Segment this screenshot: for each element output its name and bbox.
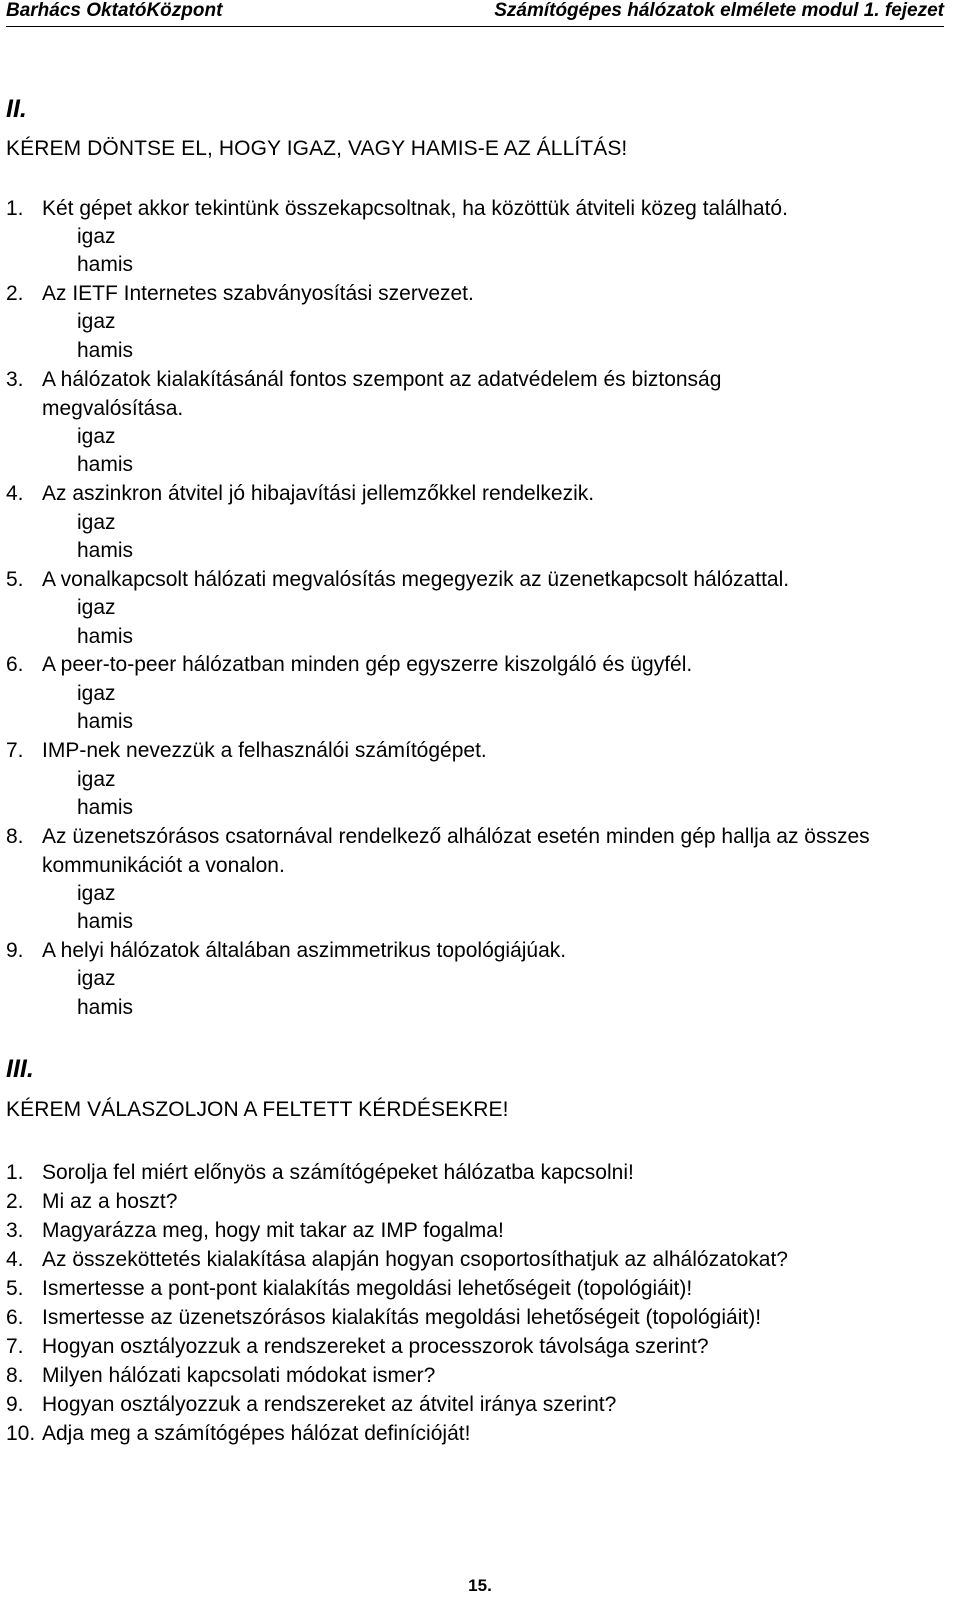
question-text: Milyen hálózati kapcsolati módokat ismer? <box>42 1364 436 1387</box>
answer-false-option-2[interactable]: hamis <box>77 339 134 362</box>
section-2-number: II. <box>6 95 27 123</box>
section-3-number: III. <box>6 1055 34 1083</box>
question-number: 2. <box>6 1190 24 1213</box>
answer-true-option-2[interactable]: igaz <box>77 310 116 333</box>
question-number: 7. <box>6 1335 24 1358</box>
tf-question-4 <box>6 479 947 508</box>
section-3-title: KÉREM VÁLASZOLJON A FELTETT KÉRDÉSEKRE! <box>6 1098 509 1121</box>
question-number: 3. <box>6 368 24 391</box>
question-number: 5. <box>6 568 24 591</box>
answer-true-option-3[interactable]: igaz <box>77 425 116 448</box>
question-text: IMP-nek nevezzük a felhasználói számítógépet. <box>42 739 487 762</box>
list-item <box>6 1216 788 1245</box>
question-text: Az IETF Internetes szabványosítási szervezet. <box>42 282 474 305</box>
question-number: 4. <box>6 482 24 505</box>
question-number: 6. <box>6 1306 24 1329</box>
question-number: 7. <box>6 739 24 762</box>
tf-question-5 <box>6 565 947 594</box>
answer-false-option-4[interactable]: hamis <box>77 539 134 562</box>
answer-true-option-9[interactable]: igaz <box>77 967 116 990</box>
section-2-title: KÉREM DÖNTSE EL, HOGY IGAZ, VAGY HAMIS-E AZ ÁLLÍTÁS! <box>6 137 628 160</box>
list-item <box>6 1274 788 1303</box>
list-item <box>6 1419 788 1448</box>
question-number: 10. <box>6 1422 36 1445</box>
question-number: 4. <box>6 1248 24 1271</box>
answer-true-option-5[interactable]: igaz <box>77 596 116 619</box>
question-text: Magyarázza meg, hogy mit takar az IMP fogalma! <box>42 1219 504 1242</box>
list-item <box>6 1158 788 1187</box>
list-item <box>6 1361 788 1390</box>
question-number: 5. <box>6 1277 24 1300</box>
list-item <box>6 1390 788 1419</box>
question-text: Hogyan osztályozzuk a rendszereket a processzorok távolsága szerint? <box>42 1335 709 1358</box>
answer-false-option-6[interactable]: hamis <box>77 710 134 733</box>
question-number: 9. <box>6 939 24 962</box>
question-text: Mi az a hoszt? <box>42 1190 178 1213</box>
question-number: 2. <box>6 282 24 305</box>
question-text: A vonalkapcsolt hálózati megvalósítás megegyezik az üzenetkapcsolt hálózattal. <box>42 568 790 591</box>
answer-false-option-8[interactable]: hamis <box>77 910 134 933</box>
question-text: A helyi hálózatok általában aszimmetrikus topológiájúak. <box>42 939 567 962</box>
question-number: 8. <box>6 1364 24 1387</box>
question-text: A peer-to-peer hálózatban minden gép egyszerre kiszolgáló és ügyfél. <box>42 653 693 676</box>
open-questions-list <box>6 1158 788 1448</box>
list-item <box>6 1187 788 1216</box>
question-text: Adja meg a számítógépes hálózat definícióját! <box>42 1422 471 1445</box>
tf-question-3 <box>6 365 842 423</box>
list-item <box>6 1332 788 1361</box>
answer-true-option-6[interactable]: igaz <box>77 682 116 705</box>
tf-question-9 <box>6 936 947 965</box>
answer-false-option-9[interactable]: hamis <box>77 996 134 1019</box>
tf-question-8 <box>6 822 947 880</box>
list-item <box>6 1245 788 1274</box>
answer-true-option-1[interactable]: igaz <box>77 225 116 248</box>
question-number: 1. <box>6 197 24 220</box>
question-number: 8. <box>6 825 24 848</box>
page-number: 15. <box>468 1576 492 1595</box>
question-number: 6. <box>6 653 24 676</box>
answer-true-option-7[interactable]: igaz <box>77 768 116 791</box>
question-text: Két gépet akkor tekintünk összekapcsoltnak, ha közöttük átviteli közeg található. <box>42 197 788 220</box>
answer-false-option-1[interactable]: hamis <box>77 253 134 276</box>
question-text: Hogyan osztályozzuk a rendszereket az átvitel iránya szerint? <box>42 1393 617 1416</box>
tf-question-6 <box>6 650 947 679</box>
answer-false-option-5[interactable]: hamis <box>77 625 134 648</box>
tf-question-1 <box>6 194 947 223</box>
question-text: Az összeköttetés kialakítása alapján hogyan csoportosíthatjuk az alhálózatokat? <box>42 1248 788 1271</box>
answer-true-option-4[interactable]: igaz <box>77 511 116 534</box>
question-number: 9. <box>6 1393 24 1416</box>
question-text: Az aszinkron átvitel jó hibajavítási jellemzőkkel rendelkezik. <box>42 482 595 505</box>
answer-false-option-7[interactable]: hamis <box>77 796 134 819</box>
page-header <box>6 0 944 27</box>
header-organization: Barhács OktatóKözpont <box>6 0 223 21</box>
question-text: Sorolja fel miért előnyös a számítógépeket hálózatba kapcsolni! <box>42 1161 634 1184</box>
question-number: 3. <box>6 1219 24 1242</box>
list-item <box>6 1303 788 1332</box>
question-number: 1. <box>6 1161 24 1184</box>
tf-question-7 <box>6 736 947 765</box>
question-text: Ismertesse a pont-pont kialakítás megoldási lehetőségeit (topológiáit)! <box>42 1277 693 1300</box>
header-course-title: Számítógépes hálózatok elmélete modul 1. fejezet <box>494 0 944 21</box>
tf-question-2 <box>6 279 947 308</box>
question-text: A hálózatok kialakításánál fontos szempont az adatvédelem és biztonság megvalósítása. <box>42 368 722 420</box>
answer-false-option-3[interactable]: hamis <box>77 453 134 476</box>
question-text: Ismertesse az üzenetszórásos kialakítás megoldási lehetőségeit (topológiáit)! <box>42 1306 762 1329</box>
answer-true-option-8[interactable]: igaz <box>77 882 116 905</box>
question-text: Az üzenetszórásos csatornával rendelkező alhálózat esetén minden gép hallja az összes kommunikációt a vonalon. <box>42 825 870 877</box>
